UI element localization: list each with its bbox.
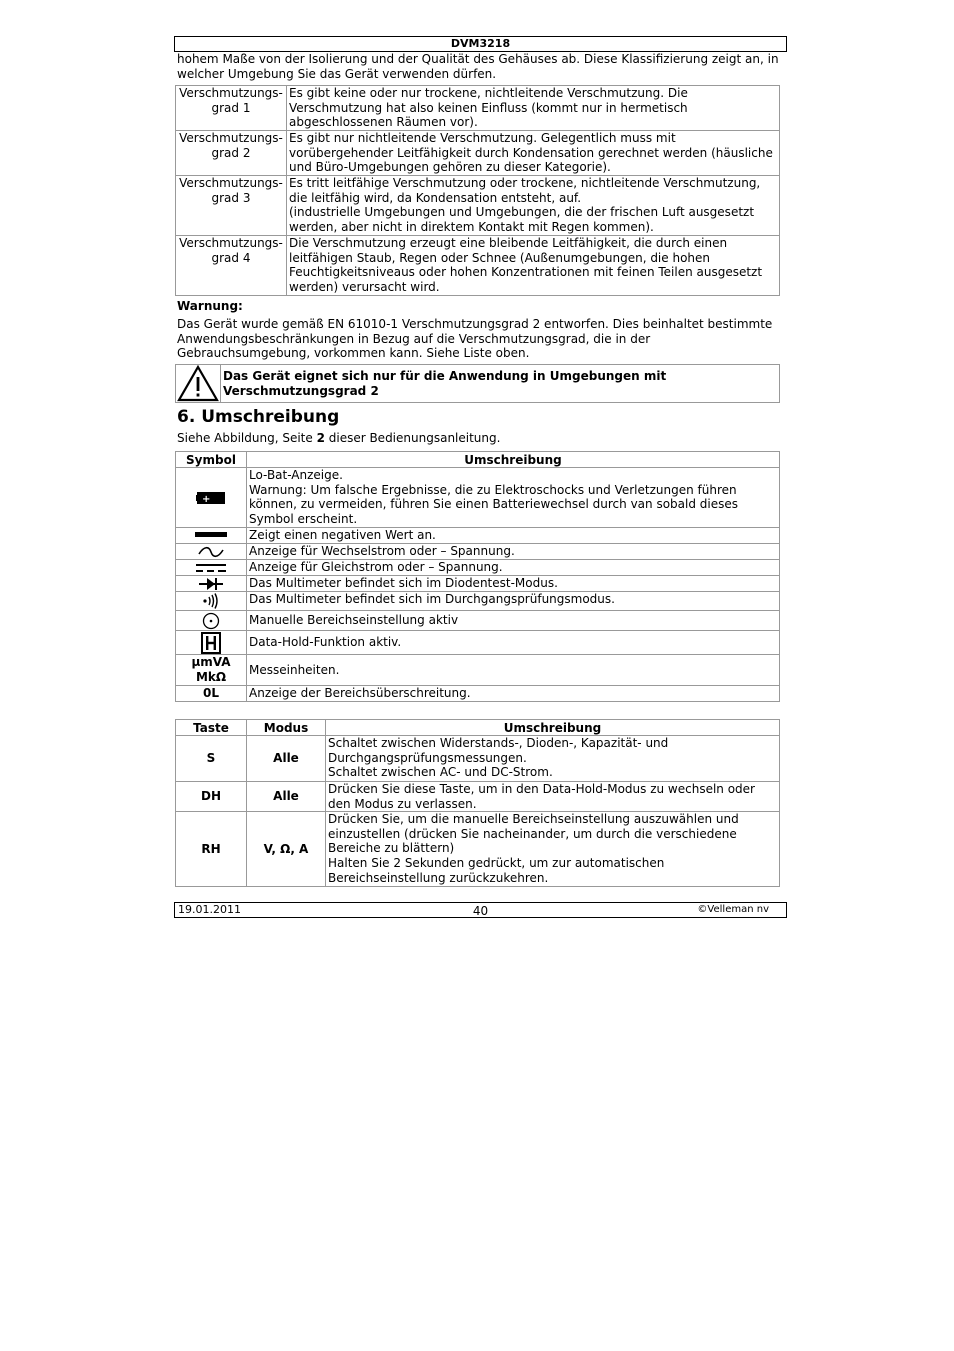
symbol-description: Anzeige für Gleichstrom oder – Spannung. bbox=[247, 560, 780, 576]
symbol-description: Zeigt einen negativen Wert an. bbox=[247, 528, 780, 544]
page-header bbox=[174, 36, 787, 52]
page-number: 40 bbox=[472, 904, 489, 918]
keys-table bbox=[175, 719, 780, 887]
units-symbol: μmVA MkΩ bbox=[176, 655, 247, 686]
key-mode: Alle bbox=[247, 736, 326, 782]
table-row bbox=[176, 631, 780, 655]
table-row bbox=[176, 86, 780, 131]
pollution-text: Es gibt nur nichtleitende Verschmutzung. Gelegentlich muss mit vorübergehender Leitfähigkeit durch Kondensation gerechnet werden (häusliche und Büro-Umgebungen gehören zu dieser Kategorie). bbox=[287, 131, 780, 176]
column-header: Modus bbox=[247, 720, 326, 736]
pollution-text: Die Verschmutzung erzeugt eine bleibende Leitfähigkeit, die durch einen leitfähigen Staub, Regen oder Schnee (Außenumgebungen, die hohen Feuchtigkeitsniveaus oder hohen Konzentrationen mit feinen Teilen ausgesetzt werden) verursacht wird. bbox=[287, 236, 780, 296]
battery-icon bbox=[176, 468, 247, 528]
column-header: Taste bbox=[176, 720, 247, 736]
table-row bbox=[176, 176, 780, 236]
pollution-table bbox=[175, 85, 780, 296]
pollution-label: Verschmutzungs- grad 2 bbox=[176, 131, 287, 176]
table-row bbox=[176, 611, 780, 631]
symbol-description: Messeinheiten. bbox=[247, 655, 780, 686]
table-header-row bbox=[176, 452, 780, 468]
table-row bbox=[176, 655, 780, 686]
table-row bbox=[176, 544, 780, 560]
table-row bbox=[176, 560, 780, 576]
table-row bbox=[176, 468, 780, 528]
table-header-row bbox=[176, 720, 780, 736]
manual-range-icon bbox=[176, 611, 247, 631]
warning-triangle-icon bbox=[176, 365, 221, 402]
page-footer bbox=[174, 902, 787, 918]
diode-icon bbox=[176, 576, 247, 592]
symbol-description: Lo-Bat-Anzeige. Warnung: Um falsche Ergebnisse, die zu Elektroschocks und Verletzungen führen können, zu vermeiden, führen Sie einen Batteriewechsel durch van sobald dieses Symbol erscheint. bbox=[247, 468, 780, 528]
warning-paragraph: Das Gerät wurde gemäß EN 61010-1 Verschmutzungsgrad 2 entworfen. Dies beinhaltet bestimmte Anwendungsbeschränkungen in Bezug auf die Verschmutzungsgrad, die in der Gebrauchsumgebung, vorkommen kann. Siehe Liste oben. bbox=[177, 317, 773, 361]
symbol-description: Anzeige für Wechselstrom oder – Spannung. bbox=[247, 544, 780, 560]
table-row bbox=[176, 236, 780, 296]
key-name: S bbox=[176, 736, 247, 782]
pollution-text: Es gibt keine oder nur trockene, nichtleitende Verschmutzung. Die Verschmutzung hat also keinen Einfluss (kommt nur in hermetisch abgeschlossenen Räumen vor). bbox=[287, 86, 780, 131]
table-row bbox=[176, 686, 780, 702]
key-name: DH bbox=[176, 782, 247, 812]
table-row bbox=[176, 528, 780, 544]
key-description: Drücken Sie, um die manuelle Bereichseinstellung auszuwählen und einzustellen (drücken Sie nacheinander, um durch die verschiedene Bereiche zu blättern) Halten Sie 2 Sekunden gedrückt, um zur automatischen Bereichseinstellung zurückzukehren. bbox=[326, 812, 780, 887]
data-hold-icon bbox=[176, 631, 247, 655]
column-header: Umschreibung bbox=[247, 452, 780, 468]
table-row bbox=[176, 782, 780, 812]
table-row bbox=[176, 736, 780, 782]
symbol-description: Anzeige der Bereichsüberschreitung. bbox=[247, 686, 780, 702]
warning-box-text: Das Gerät eignet sich nur für die Anwendung in Umgebungen mit Verschmutzungsgrad 2 bbox=[223, 369, 667, 398]
svg-text:+: + bbox=[202, 493, 211, 505]
warning-title: Warnung: bbox=[177, 299, 243, 313]
pollution-label: Verschmutzungs- grad 4 bbox=[176, 236, 287, 296]
model-name: DVM3218 bbox=[450, 37, 511, 50]
intro-paragraph: hohem Maße von der Isolierung und der Qualität des Gehäuses ab. Diese Klassifizierung zeigt an, in welcher Umgebung Sie das Gerät verwenden dürfen. bbox=[177, 52, 779, 81]
footer-copyright: ©Velleman nv bbox=[697, 904, 769, 915]
key-description: Drücken Sie diese Taste, um in den Data-Hold-Modus zu wechseln oder den Modus zu verlassen. bbox=[326, 782, 780, 812]
key-mode: V, Ω, A bbox=[247, 812, 326, 887]
continuity-icon bbox=[176, 592, 247, 611]
table-row bbox=[176, 592, 780, 611]
dc-icon bbox=[176, 560, 247, 576]
table-row bbox=[176, 131, 780, 176]
key-description: Schaltet zwischen Widerstands-, Dioden-, Kapazität- und Durchgangsprüfungsmessungen. Schaltet zwischen AC- und DC-Strom. bbox=[326, 736, 780, 782]
warning-box bbox=[175, 364, 780, 403]
symbol-description: Data-Hold-Funktion aktiv. bbox=[247, 631, 780, 655]
ac-icon bbox=[176, 544, 247, 560]
symbol-description: Das Multimeter befindet sich im Durchgangsprüfungsmodus. bbox=[247, 592, 780, 611]
symbol-table bbox=[175, 451, 780, 702]
column-header: Umschreibung bbox=[326, 720, 780, 736]
pollution-text: Es tritt leitfähige Verschmutzung oder trockene, nichtleitende Verschmutzung, die leitfähig wird, da Kondensation entsteht, auf. (industrielle Umgebungen und Umgebungen, die der frischen Luft ausgesetzt werden, aber nicht in direktem Kontakt mit Regen kommen). bbox=[287, 176, 780, 236]
symbol-description: Manuelle Bereichseinstellung aktiv bbox=[247, 611, 780, 631]
key-name: RH bbox=[176, 812, 247, 887]
pollution-label: Verschmutzungs- grad 3 bbox=[176, 176, 287, 236]
column-header: Symbol bbox=[176, 452, 247, 468]
minus-icon bbox=[176, 528, 247, 544]
pollution-label: Verschmutzungs- grad 1 bbox=[176, 86, 287, 131]
symbol-description: Das Multimeter befindet sich im Diodentest-Modus. bbox=[247, 576, 780, 592]
section-title: 6. Umschreibung bbox=[177, 407, 340, 427]
key-mode: Alle bbox=[247, 782, 326, 812]
table-row bbox=[176, 576, 780, 592]
table-row bbox=[176, 812, 780, 887]
overload-symbol: 0L bbox=[176, 686, 247, 702]
footer-date: 19.01.2011 bbox=[178, 903, 241, 916]
section-lead: Siehe Abbildung, Seite 2 dieser Bedienungsanleitung. bbox=[177, 431, 501, 445]
